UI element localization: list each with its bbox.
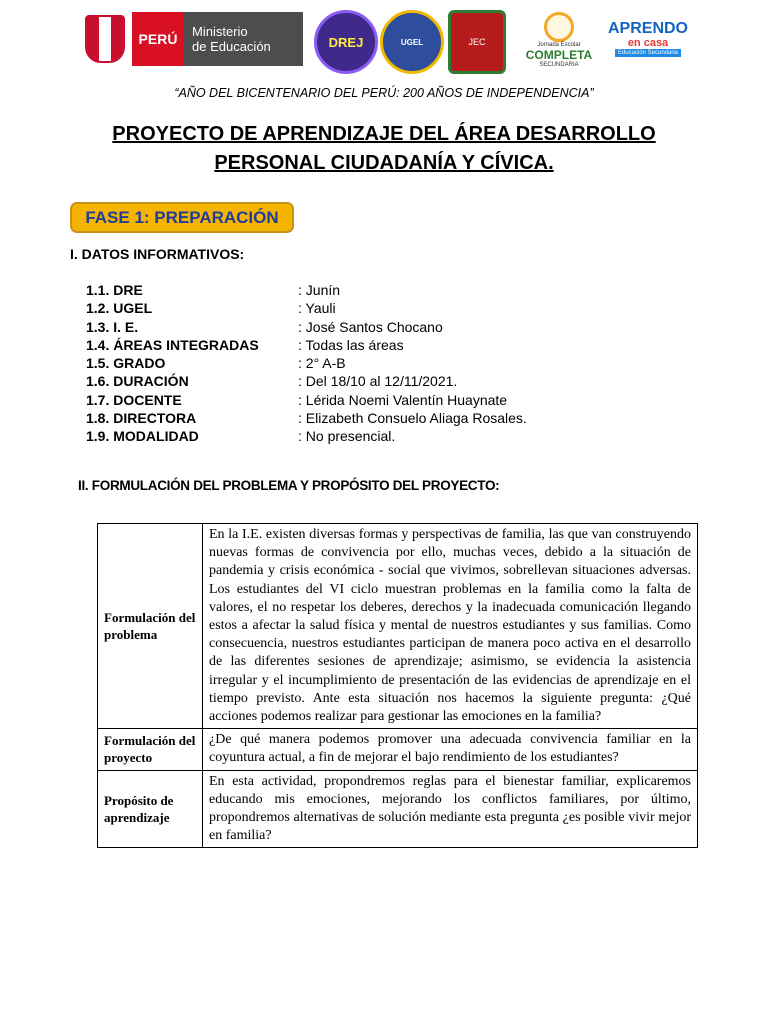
datos-key: 1.4. ÁREAS INTEGRADAS: [86, 336, 259, 353]
datos-key: 1.2. UGEL: [86, 300, 153, 317]
aprendo-line1: APRENDO: [607, 20, 688, 37]
coat-of-arms-icon: [78, 12, 132, 66]
datos-value: : Lérida Noemi Valentín Huaynate: [298, 391, 508, 408]
section-heading-datos: I. DATOS INFORMATIVOS:: [70, 246, 245, 262]
aprendo-line2: en casa: [627, 37, 669, 49]
row-content: En esta actividad, propondremos reglas para el bienestar familiar, explicaremos educando mis emociones, mejorando los conflictos familiares, por último, propondremos alternativas de solución mediante esta pregunta ¿es posible vivir mejor en familia?: [203, 770, 698, 848]
ministerio-line1: Ministerio: [192, 24, 248, 39]
datos-key: 1.5. GRADO: [86, 355, 166, 372]
jornada-line2: COMPLETA: [525, 48, 593, 62]
datos-key: 1.1. DRE: [86, 282, 143, 298]
year-motto: “AÑO DEL BICENTENARIO DEL PERÚ: 200 AÑOS DE INDEPENDENCIA”: [174, 86, 594, 100]
datos-value: : Junín: [298, 282, 341, 298]
clock-icon: [544, 12, 574, 42]
datos-value: : Del 18/10 al 12/11/2021.: [298, 373, 458, 390]
table-row: [98, 524, 698, 729]
datos-value: : Elizabeth Consuelo Aliaga Rosales.: [298, 410, 527, 427]
jec-school-logo: JEC: [448, 10, 506, 74]
aprendo-line3: Educación Secundaria: [615, 49, 681, 57]
row-content: ¿De qué manera podemos promover una adecuada convivencia familiar en la coyuntura actual, a fin de mejorar el bajo rendimiento de los estudiantes?: [203, 729, 698, 770]
datos-key: 1.3. I. E.: [86, 318, 139, 335]
table-row: [98, 729, 698, 770]
datos-key: 1.6. DURACIÓN: [86, 373, 189, 390]
datos-key: 1.8. DIRECTORA: [86, 410, 197, 427]
problem-purpose-table: [97, 523, 698, 848]
jornada-line1: Jornada Escolar: [537, 42, 581, 48]
jornada-line3: SECUNDARIA: [539, 62, 579, 68]
datos-key: 1.9. MODALIDAD: [86, 428, 199, 445]
datos-value: : No presencial.: [298, 428, 396, 445]
peru-label: PERÚ: [132, 12, 184, 66]
datos-value: : 2° A-B: [298, 355, 346, 372]
datos-key: 1.7. DOCENTE: [86, 391, 182, 408]
row-header: Propósito de aprendizaje: [98, 770, 203, 848]
row-header: Formulación del proyecto: [98, 729, 203, 770]
datos-value: : Yauli: [298, 300, 336, 317]
phase-badge: FASE 1: PREPARACIÓN: [70, 202, 294, 233]
ministerio-label: [184, 12, 303, 66]
drej-logo: DREJ: [314, 10, 378, 74]
datos-value: : Todas las áreas: [298, 336, 404, 353]
row-content: En la I.E. existen diversas formas y perspectivas de familia, las que van construyendo nuevas formas de convivencia por ello, muchas veces, debido a la situación de pandemia y crisis económica - social que vivimos, sobrellevan situaciones adversas. Los estudiantes del VI ciclo muestran problemas en la familia como la falta de valores, el no respetar los deberes, derechos y la inadecuada comunicación llegando estos a afectar la salud física y mental de nuestros estudiantes y sus familias. Como consecuencia, nuestros estudiantes participan de manera poco activa en el desarrollo de las diferentes sesiones de aprendizaje; asimismo, se evidencia la asistencia irregular y el incumplimiento de presentación de las evidencias de aprendizaje en el tiempo previsto. Ante esta situación nos hacemos la siguiente pregunta: ¿Qué acciones podemos realizar para gestionar las emociones en la familia?: [203, 524, 698, 729]
peru-minedu-logo: [78, 12, 303, 66]
ugel-logo: UGEL: [380, 10, 444, 74]
document-title: PROYECTO DE APRENDIZAJE DEL ÁREA DESARROLLO PERSONAL CIUDADANÍA Y CÍVICA.: [112, 123, 656, 174]
row-header: Formulación del problema: [98, 524, 203, 729]
header-logos: [78, 10, 690, 72]
ministerio-line2: de Educación: [192, 39, 271, 54]
aprendo-en-casa-logo: [606, 16, 690, 62]
jornada-escolar-completa-logo: [518, 12, 600, 68]
table-row: [98, 770, 698, 848]
section-heading-formulacion: II. FORMULACIÓN DEL PROBLEMA Y PROPÓSITO DEL PROYECTO:: [78, 478, 500, 493]
datos-value: : José Santos Chocano: [298, 318, 443, 335]
